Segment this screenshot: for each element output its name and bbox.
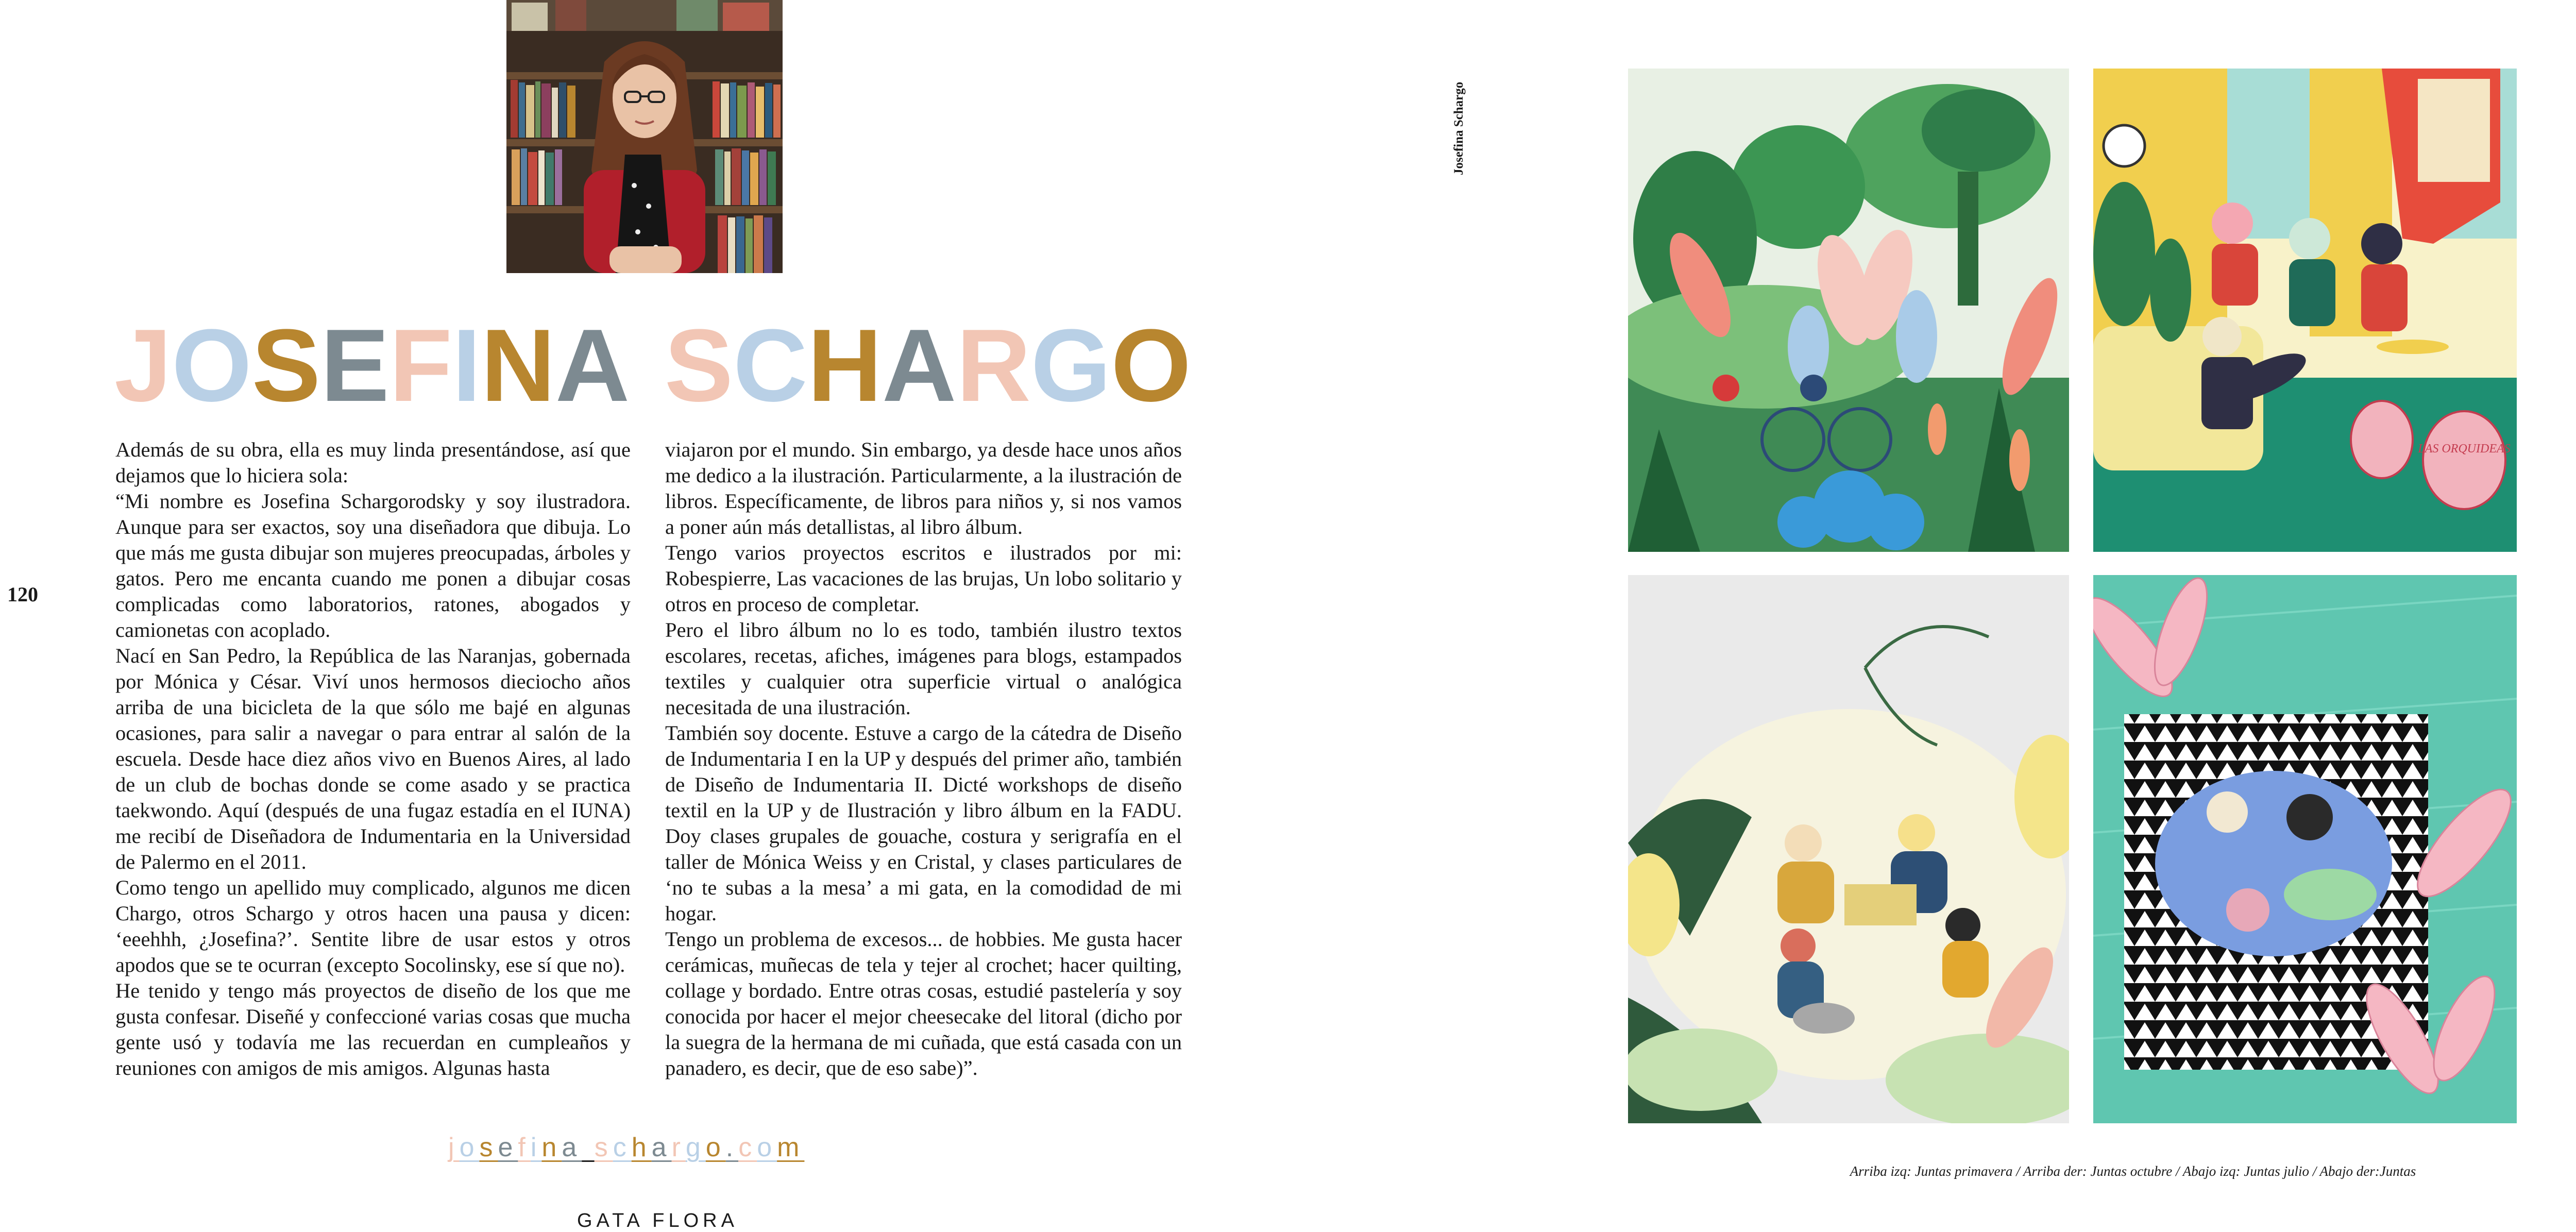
website-letter[interactable]: a <box>562 1133 582 1162</box>
drum-label: LAS ORQUIDEAS <box>2418 442 2511 455</box>
title-letter: A <box>882 308 957 423</box>
website-letter[interactable]: m <box>777 1133 805 1162</box>
website-letter[interactable]: a <box>651 1133 672 1162</box>
website-letter[interactable]: s <box>479 1133 498 1162</box>
title-letter: A <box>555 308 630 423</box>
website-letter[interactable]: r <box>671 1133 686 1162</box>
website-letter[interactable]: n <box>541 1133 562 1162</box>
artist-name-title <box>114 308 1191 423</box>
article-column-left <box>115 437 631 1112</box>
paragraph: “Mi nombre es Josefina Schargorodsky y soy ilustradora. Aunque para ser exactos, soy una diseñadora que dibuja. Lo que más me gusta dibujar son mujeres preocupadas, árboles y gatos. Pero me encanta cuando me ponen a dibujar cosas complicadas como laboratorios, ratones, abogados y camionetas con acoplado. <box>115 490 631 642</box>
website-letter[interactable]: f <box>518 1133 531 1162</box>
title-letter: R <box>956 308 1031 423</box>
magazine-name: GATA FLORA <box>577 1210 738 1231</box>
website-letter[interactable]: j <box>448 1133 460 1162</box>
website-letter[interactable]: i <box>530 1133 542 1162</box>
website-letter[interactable]: o <box>459 1133 480 1162</box>
website-letter[interactable]: h <box>631 1133 652 1162</box>
author-photo <box>506 0 783 273</box>
author-photo-image <box>506 0 783 273</box>
title-letter: C <box>733 308 808 423</box>
illustration-juntas-primavera <box>1628 69 2069 552</box>
illustration-juntas-julio <box>1628 575 2069 1123</box>
title-letter: O <box>1111 308 1191 423</box>
title-letter: S <box>251 308 321 423</box>
paragraph: viajaron por el mundo. Sin embargo, ya desde hace unos años me dedico a la ilustración. Particularmente, a la ilustración de libros. Específicamente, de libros para niños y, si nos vamos a poner aún más detallistas, al libro álbum. <box>665 438 1182 538</box>
title-letter: I <box>452 308 481 423</box>
title-letter: O <box>172 308 252 423</box>
website-letter[interactable]: c <box>738 1133 757 1162</box>
paragraph: Pero el libro álbum no lo es todo, también ilustro textos escolares, recetas, afiches, imágenes para blogs, estampados textiles y cualquier otra superficie virtual o analógica necesitada de una ilustración. <box>665 618 1182 719</box>
rug-illustration <box>2093 575 2517 1123</box>
website-letter[interactable]: o <box>757 1133 777 1162</box>
paragraph: Nací en San Pedro, la República de las Naranjas, gobernada por Mónica y César. Viví unos hermosos dieciocho años arriba de una bicicleta de la que sólo me bajé en algunas ocasiones, para salir a navegar o para entrar al salón de la escuela. Desde hace diez años vivo en Buenos Aires, al lado de un club de bochas donde se come asado y se practica taekwondo. Aquí (después de una fugaz estadía en el IUNA) me recibí de Diseñadora de Indumentaria en la Universidad de Palermo en el 2011. <box>115 644 631 873</box>
website-letter[interactable] <box>582 1133 594 1162</box>
page-number-left: 120 <box>7 583 38 606</box>
website-letter[interactable]: c <box>613 1133 632 1162</box>
website-letter[interactable]: . <box>725 1133 739 1162</box>
band-illustration <box>2093 69 2517 552</box>
title-letter: H <box>807 308 882 423</box>
website-letter[interactable]: e <box>498 1133 518 1162</box>
title-letter: N <box>481 308 555 423</box>
paragraph: Además de su obra, ella es muy linda presentándose, así que dejamos que lo hiciera sola: <box>115 438 631 487</box>
website-link[interactable] <box>448 1129 804 1166</box>
title-letter: G <box>1030 308 1111 423</box>
illustrations-caption: Arriba izq: Juntas primavera / Arriba der: Juntas octubre / Abajo izq: Juntas julio / Abajo der:Juntas <box>1850 1163 2416 1179</box>
title-letter: J <box>114 308 172 423</box>
vertical-running-title: Josefina Schargo <box>1452 81 1466 175</box>
article-column-right <box>665 437 1182 1112</box>
title-letter: F <box>389 308 452 423</box>
title-letter: E <box>320 308 389 423</box>
title-letter: S <box>664 308 734 423</box>
paragraph: Como tengo un apellido muy complicado, algunos me dicen Chargo, otros Schargo y otros hacen una pausa y dicen: ‘eeehhh, ¿Josefina?’. Sentite libre de usar estos y otros apodos que se te ocurran (excepto Socolinsky, ese sí que no). <box>115 876 631 976</box>
illustration-juntas-octubre <box>2093 69 2517 552</box>
website-letter[interactable]: g <box>685 1133 706 1162</box>
website-letter[interactable]: o <box>705 1133 726 1162</box>
paragraph: Tengo varios proyectos escritos e ilustrados por mi: Robespierre, Las vacaciones de las brujas, Un lobo solitario y otros en proceso de completar. <box>665 541 1182 616</box>
picnic-illustration <box>1628 575 2069 1123</box>
website-letter[interactable]: s <box>594 1133 613 1162</box>
paragraph: He tenido y tengo más proyectos de diseño de los que me gusta confesar. Diseñé y confeccioné varias cosas que mucha gente usó y todavía me las recuerdan en cumpleaños y reuniones con amigos de mis amigos. Algunas hasta <box>115 979 631 1079</box>
paragraph: También soy docente. Estuve a cargo de la cátedra de Diseño de Indumentaria I en la UP y después del primer año, también de Diseño de Indumentaria II. Dicté workshops de diseño textil en la UP y de Ilustración y libro álbum en la FADU. Doy clases grupales de gouache, costura y serigrafía en el taller de Mónica Weiss y en Cristal, y clases particulares de ‘no te subas a la mesa’ a mi gata, en la comodidad de mi hogar. <box>665 721 1182 925</box>
paragraph: Tengo un problema de excesos... de hobbies. Me gusta hacer cerámicas, muñecas de tela y tejer al crochet; hacer quilting, collage y bordado. Entre otras cosas, estudié pastelería y soy conocida por hacer el mejor cheesecake del litoral (dicho por la suegra de la hermana de mi cuñada, que está casada con un panadero, es decir, que de eso sabe)”. <box>665 927 1182 1079</box>
illustration-juntas <box>2093 575 2517 1123</box>
garden-illustration <box>1628 69 2069 552</box>
